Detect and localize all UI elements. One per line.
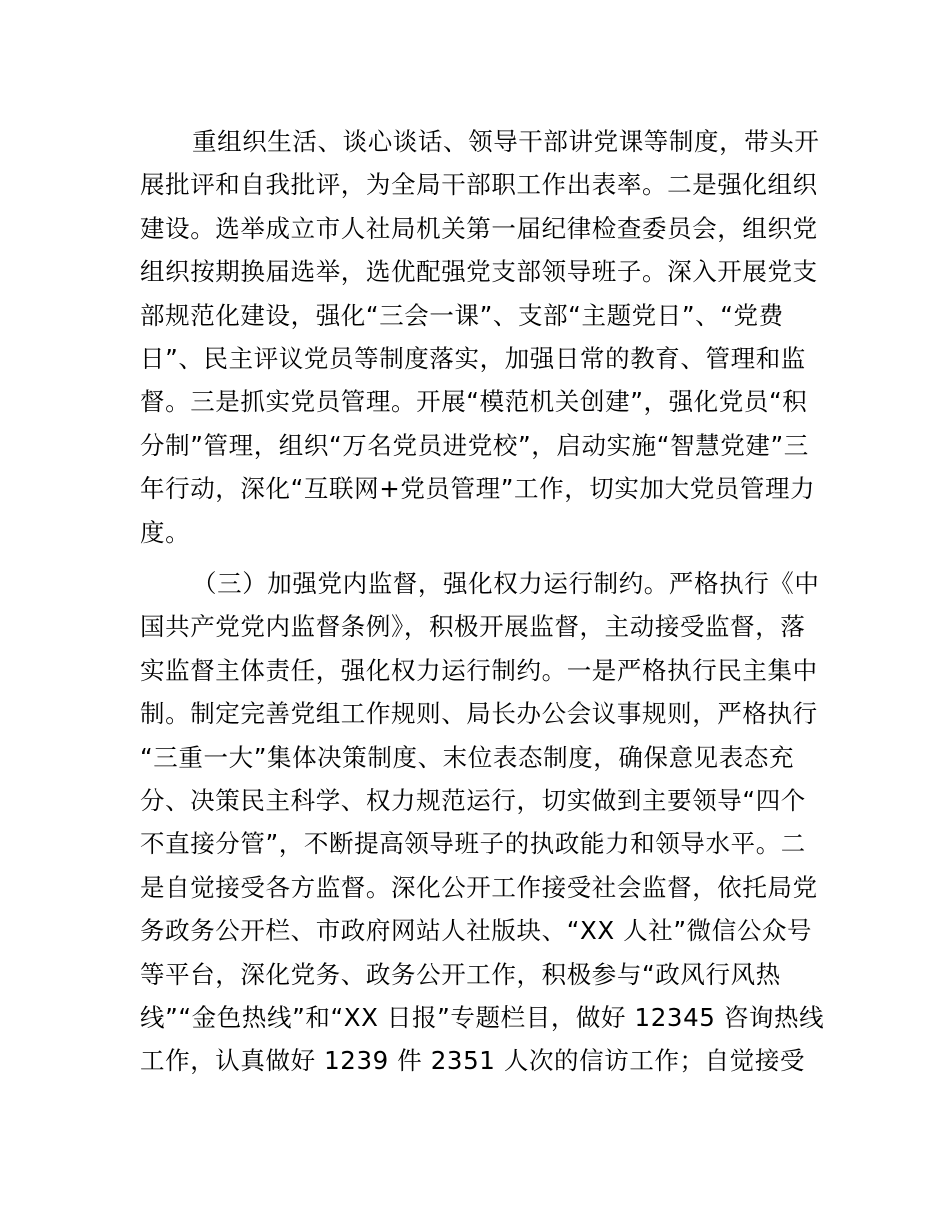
text-line: 部规范化建设，强化“三会一课”、支部“主题党日”、“党费 [140, 300, 784, 330]
text-line: 督。三是抓实党员管理。开展“模范机关创建”，强化党员“积 [140, 387, 808, 417]
paragraph-party-building [140, 120, 820, 554]
text-line: 分、决策民主科学、权力规范运行，切实做到主要领导“四个 [140, 785, 806, 815]
text-line: 组织按期换届选举，选优配强党支部领导班子。深入开展党支 [140, 257, 818, 287]
text-line: 国共产党党内监督条例》，积极开展监督，主动接受监督，落 [140, 612, 806, 642]
text-line: （三）加强党内监督，强化权力运行制约。严格执行《中 [192, 569, 820, 598]
text-line: 工作，认真做好 1239 件 2351 人次的信访工作；自觉接受 [140, 1046, 806, 1076]
text-line: 度。 [140, 517, 191, 547]
text-line: 不直接分管”，不断提高领导班子的执政能力和领导水平。二 [140, 829, 806, 859]
text-line: 分制”管理，组织“万名党员进党校”，启动实施“智慧党建”三 [140, 430, 809, 460]
paragraph-intra-party-supervision [140, 562, 825, 1083]
text-line: 线”“金色热线”和“XX 日报”专题栏目，做好 12345 咨询热线 [140, 1002, 825, 1032]
text-line: 建设。选举成立市人社局机关第一届纪律检查委员会，组织党 [140, 213, 818, 243]
text-line: 年行动，深化“互联网+党员管理”工作，切实加大党员管理力 [140, 474, 816, 504]
text-line: 务政务公开栏、市政府网站人社版块、“XX 人社”微信公众号 [140, 916, 813, 946]
text-line: 重组织生活、谈心谈话、领导干部讲党课等制度，带头开 [192, 127, 820, 156]
text-line: 是自觉接受各方监督。深化公开工作接受社会监督，依托局党 [140, 872, 818, 902]
text-line: 等平台，深化党务、政务公开工作，积极参与“政风行风热 [140, 959, 781, 989]
text-line: 展批评和自我批评，为全局干部职工作出表率。二是强化组织 [140, 170, 818, 200]
text-line: 日”、民主评议党员等制度落实，加强日常的教育、管理和监 [140, 343, 806, 373]
text-line: 实监督主体责任，强化权力运行制约。一是严格执行民主集中 [140, 655, 818, 685]
text-line: 制。制定完善党组工作规则、局长办公会议事规则，严格执行 [140, 699, 818, 729]
text-line: “三重一大”集体决策制度、末位表态制度，确保意见表态充 [140, 742, 795, 772]
